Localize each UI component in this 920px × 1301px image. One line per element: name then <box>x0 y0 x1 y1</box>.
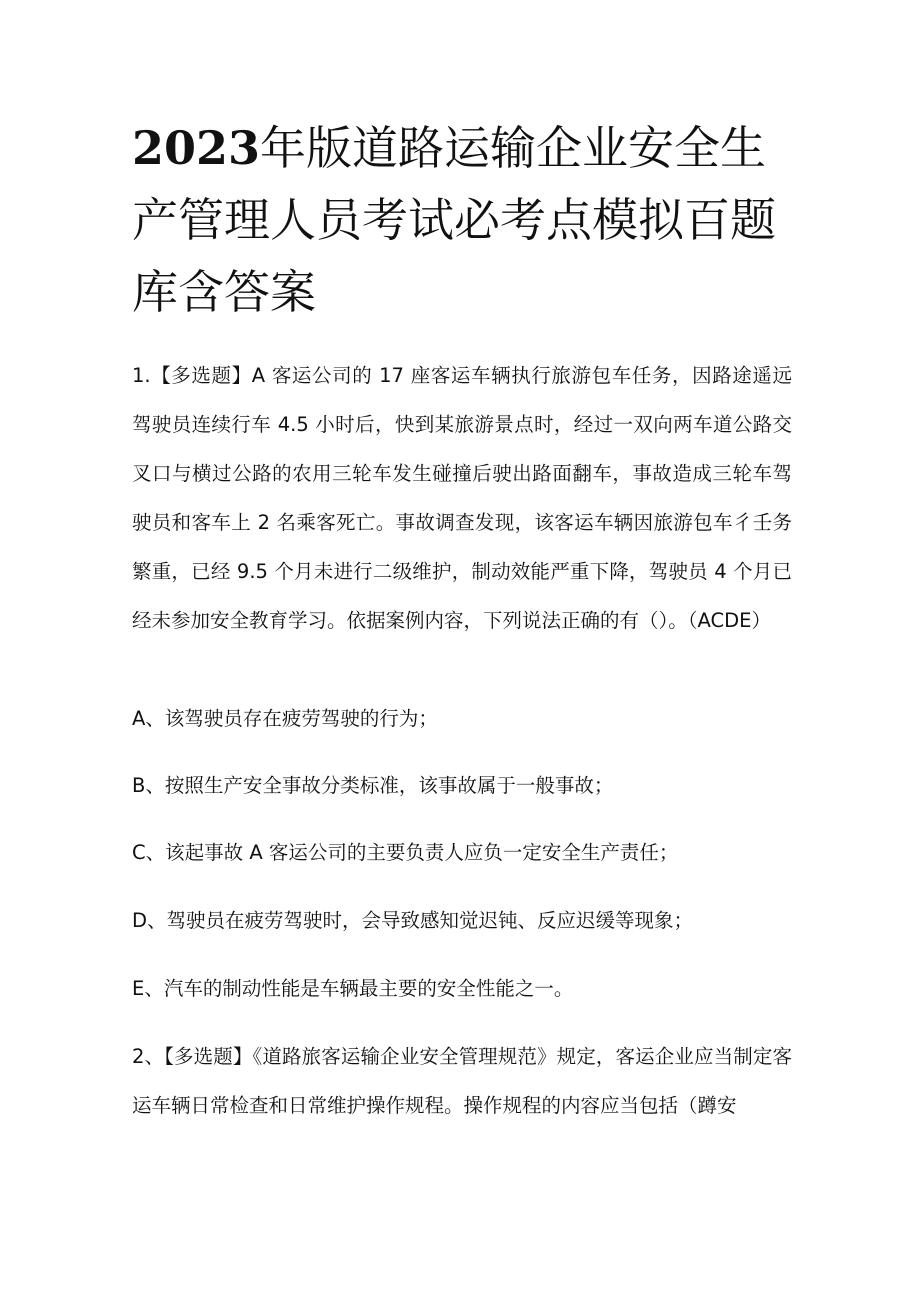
question-1-stem: 1.【多选题】A 客运公司的 17 座客运车辆执行旅游包车任务，因路途遥远驾驶员连续行车 4.5 小时后，快到某旅游景点时，经过一双向两车道公路交叉口与横过公路的农用三轮车发生碰撞后驶出路面翻车，事故造成三轮车驾驶员和客车上 2 名乘客死亡。事故调查发现，该客运车辆因旅游包车彳壬务繁重，已经 9.5 个月未进行二级维护，制动效能严重下降，驾驶员 4 个月已经未参加安全教育学习。依据案例内容，下列说法正确的有（）。（ACDE） <box>132 364 792 632</box>
question-1-option-b: B、按照生产安全事故分类标准，该事故属于一般事故； <box>132 774 614 797</box>
question-2-stem: 2、【多选题】《道路旅客运输企业安全管理规范》规定，客运企业应当制定客运车辆日常检查和日常维护操作规程。操作规程的内容应当包括（蹲安 <box>132 1045 792 1117</box>
question-1-option-d: D、驾驶员在疲劳驾驶时，会导致感知觉迟钝、反应迟缓等现象； <box>132 909 694 932</box>
document-title <box>132 112 792 328</box>
title-year: 2023 <box>132 121 261 175</box>
title-text: 年版道路运输企业安全生产管理人员考试必考点模拟百题库含答案 <box>132 121 776 319</box>
question-1-option-a: A、该驾驶员存在疲劳驾驶的行为； <box>132 707 438 730</box>
document-body <box>132 351 792 1117</box>
question-1-option-e: E、汽车的制动性能是车辆最主要的安全性能之一。 <box>132 977 574 1000</box>
question-1-option-c: C、该起事故 A 客运公司的主要负责人应负一定安全生产责任； <box>132 841 679 864</box>
